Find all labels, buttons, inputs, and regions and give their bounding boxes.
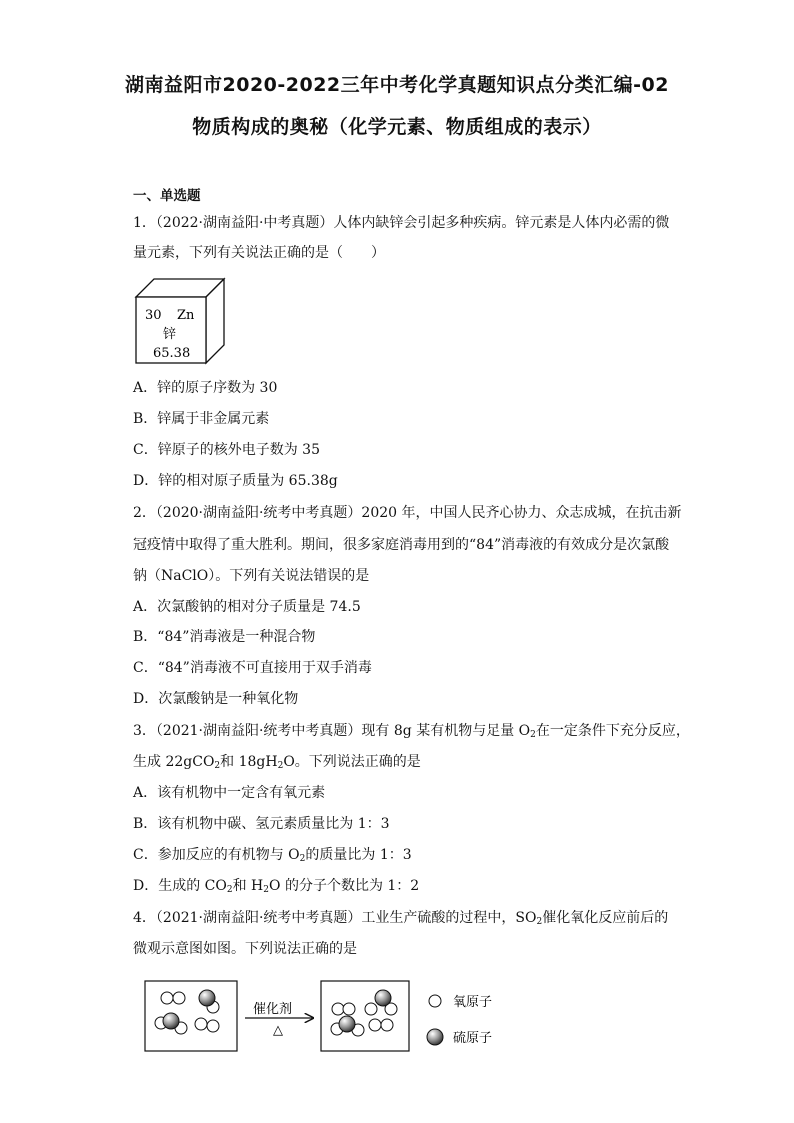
q2-stem-line3: 钠（NaClO）。下列有关说法错误的是	[133, 568, 370, 584]
q2-option-d: D．次氯酸钠是一种氧化物	[133, 691, 299, 707]
q2-option-a: A．次氯酸钠的相对分子质量是 74.5	[133, 599, 361, 615]
q2-option-b: B．“84”消毒液是一种混合物	[133, 629, 316, 645]
sulfur-atom	[199, 990, 215, 1006]
legend-oxygen-label: 氧原子	[453, 995, 493, 1010]
element-atomic-number: 30	[145, 308, 162, 323]
oxygen-atom	[161, 992, 173, 1004]
element-atomic-mass: 65.38	[153, 346, 191, 361]
zinc-element-cube	[133, 277, 229, 367]
legend-oxygen-atom	[429, 995, 441, 1007]
document-title-line2: 物质构成的奥秘（化学元素、物质组成的表示）	[192, 116, 602, 138]
oxygen-atom	[173, 992, 185, 1004]
oxygen-atom	[332, 1003, 344, 1015]
oxygen-atom	[343, 1003, 355, 1015]
document-title-line1: 湖南益阳市2020-2022三年中考化学真题知识点分类汇编-02	[125, 74, 669, 96]
q1-stem-line1: 1．（2022·湖南益阳·中考真题）人体内缺锌会引起多种疾病。锌元素是人体内必需的微	[133, 215, 670, 231]
oxygen-atom	[207, 1020, 219, 1032]
sulfur-atom	[339, 1016, 355, 1032]
q1-option-b: B．锌属于非金属元素	[133, 411, 270, 427]
q1-stem-line2: 量元素，下列有关说法正确的是（ ）	[133, 245, 385, 261]
oxygen-atom	[365, 1003, 377, 1015]
q3-option-a: A．该有机物中一定含有氧元素	[133, 785, 326, 801]
q3-option-d: D．生成的 $CO_2$和 $H_2O$ 的分子个数比为 1：2	[133, 878, 420, 895]
q4-stem-line1: 4．（2021·湖南益阳·统考中考真题）工业生产硫酸的过程中，$SO_2$催化氧化反应前后的	[133, 910, 669, 927]
q2-stem-line2: 冠疫情中取得了重大胜利。期间，很多家庭消毒用到的“84”消毒液的有效成分是次氯酸	[133, 537, 670, 553]
q4-stem-line2: 微观示意图如图。下列说法正确的是	[133, 941, 357, 957]
oxygen-atom	[381, 1019, 393, 1031]
reaction-micro-diagram	[143, 979, 513, 1055]
legend-sulfur-label: 硫原子	[453, 1031, 493, 1046]
section-heading: 一、单选题	[133, 188, 201, 204]
q3-option-b: B．该有机物中碳、氢元素质量比为 1：3	[133, 816, 390, 832]
element-symbol: Zn	[177, 308, 195, 323]
q3-option-c: C．参加反应的有机物与 $O_2$的质量比为 1：3	[133, 847, 412, 864]
oxygen-atom	[369, 1019, 381, 1031]
legend-sulfur-atom	[427, 1029, 443, 1045]
q1-option-c: C．锌原子的核外电子数为 35	[133, 442, 320, 458]
q2-option-c: C．“84”消毒液不可直接用于双手消毒	[133, 660, 372, 676]
catalyst-label: 催化剂	[253, 1002, 293, 1017]
after-reaction-box	[321, 981, 409, 1051]
element-name: 锌	[163, 327, 177, 342]
q1-option-a: A．锌的原子序数为 30	[133, 380, 278, 396]
before-reaction-box	[145, 981, 237, 1051]
q3-stem-line2: 生成 22gCO$_2$和 $18gH_2O$。下列说法正确的是	[133, 754, 421, 771]
q3-stem-line1: 3．（2021·湖南益阳·统考中考真题）现有 8g 某有机物与足量 $O_2$在一定条件下充分反应，	[133, 723, 690, 740]
oxygen-atom	[195, 1018, 207, 1030]
heat-symbol: △	[273, 1023, 283, 1038]
q2-stem-line1: 2．（2020·湖南益阳·统考中考真题）2020 年，中国人民齐心协力、众志成城，在抗击新	[133, 505, 682, 521]
sulfur-atom	[163, 1013, 179, 1029]
sulfur-atom	[375, 990, 391, 1006]
q1-option-d: D．锌的相对原子质量为 65.38g	[133, 473, 338, 489]
